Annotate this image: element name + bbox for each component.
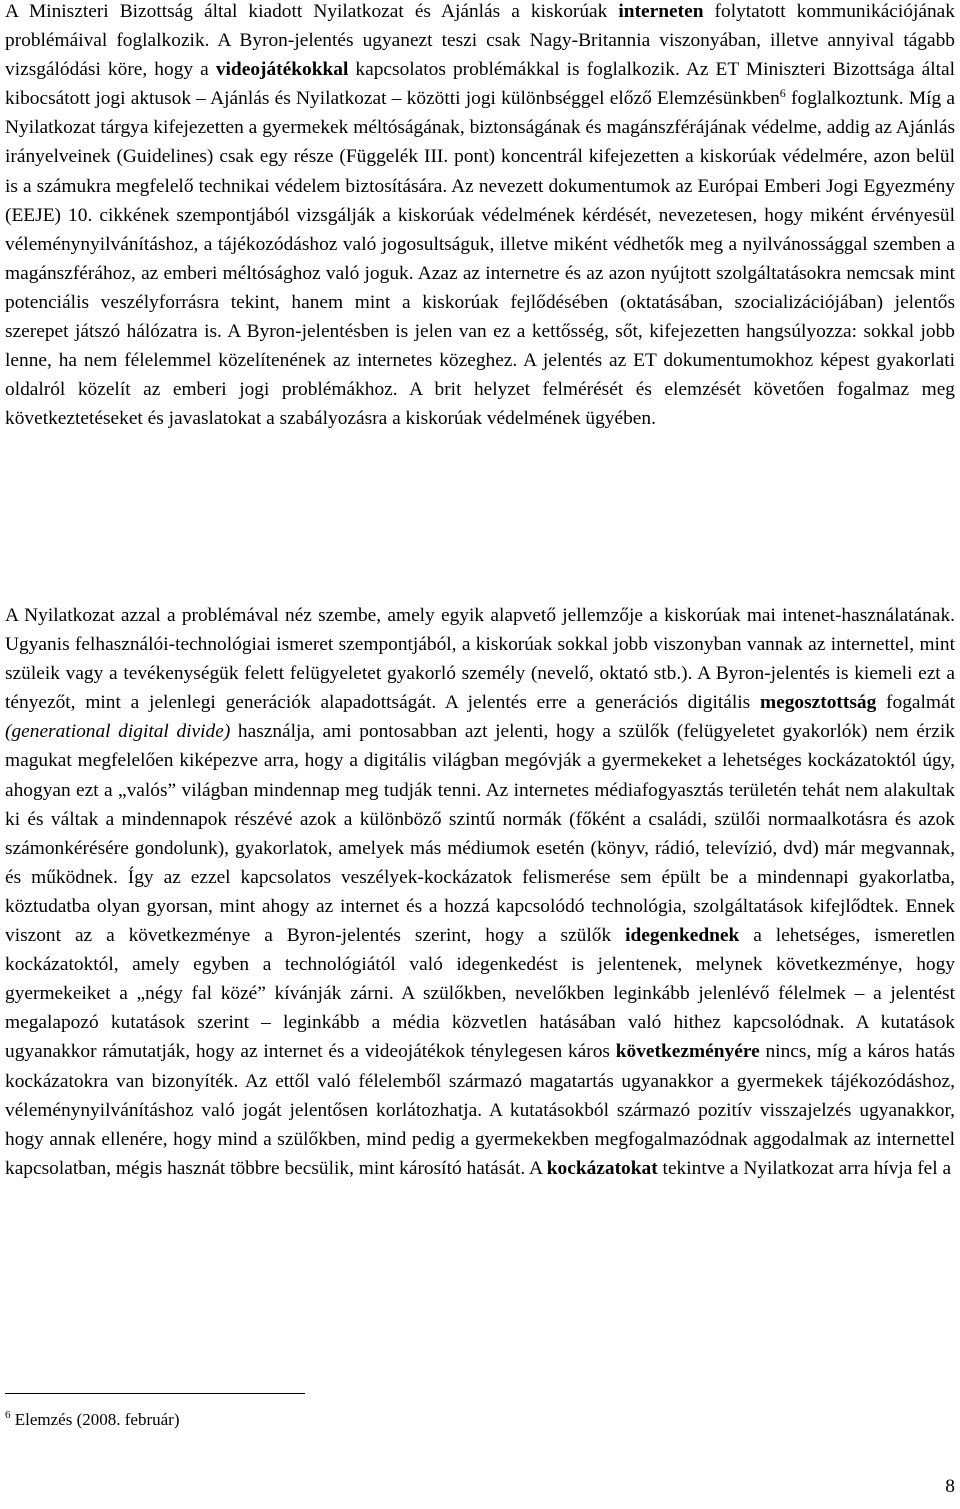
text-run: használja, ami pontosabban azt jelenti, hogy a szülők (felügyeletet gyakorlók) nem érzik magukat megfelelően kiképezve arra, hogy a digitális világban megóvják a gyermekeket a lehetséges kockázatoktól úgy, ahogyan ezt a „valós” világban mindennap meg tudják tenni. Az internetes médiafogyasztás területén tehát nem alakultak ki és váltak a mindennapok részévé azok a különböző szintű normák (főként a családi, szülői normaalkotásra és azok számonkérésére gondolunk), gyakorlatok, amelyek más médiumok esetén (könyv, rádió, televízió, dvd) már megvannak, és működnek. Így az ezzel kapcsolatos veszélyek-kockázatok felismerése sem épült be a mindennapi gyakorlatba, köztudatba olyan gyorsan, mint ahogy az internet és a hozzá kapcsolódó technológia, szolgáltatások kifejlődtek. Ennek viszont az a következménye a Byron-jelentés szerint, hogy a szülők: [5, 721, 955, 947]
text-run: tekintve a Nyilatkozat arra hívja fel a: [657, 1157, 952, 1179]
text-run: A Nyilatkozat azzal a problémával néz szembe, amely egyik alapvető jellemzője a kiskorúak mai intenet-használatának. Ugyanis felhasználói-technológiai ismeret szempontjából, a kiskorúak sokkal jobb viszonyban vannak az internettel, mint szüleik vagy a tevékenységük felett felügyeletet gyakorló személy (nevelő, oktató stb.). A Byron-jelentés is kiemeli ezt a tényezőt, mint a jelenlegi generációk alapadottságát. A jelentés erre a generációs digitális: [5, 605, 955, 714]
emphasis-internet: interneten: [618, 1, 704, 22]
text-run: folytatott kommunikációjának problémáival foglalkozik. A Byron-jelentés ugyanezt teszi csak Nagy-Britannia viszonyában, illetve annyival tágabb vizsgálódási köre, hogy a: [5, 1, 955, 81]
text-run: nincs, míg a káros hatás kockázatokra van bizonyíték. Az ettől való félelemből származó magatartás ugyanakkor a gyermekek tájékozódáshoz, véleménynyilvánításhoz való jogát jelentősen korlátozhatja. A kutatásokból származó pozitív visszajelzés ugyanakkor, hogy annak ellenére, hogy mind a szülőkben, mind pedig a gyermekekben megfogalmazódnak aggodalmak az internettel kapcsolatban, mégis hasznát többre becsülik, mint károsító hatását. A: [5, 1041, 955, 1179]
emphasis-averse: idegenkednek: [625, 925, 740, 947]
footnote-number: 6: [5, 1409, 11, 1421]
footnote-reference[interactable]: 6: [779, 86, 786, 101]
footnote: [5, 1410, 179, 1430]
emphasis-consequence: következményére: [615, 1041, 760, 1063]
emphasis-generational-digital-divide: (generational digital divide): [5, 721, 231, 743]
text-run: fogalmát: [876, 692, 955, 714]
footnote-text: Elemzés (2008. február): [10, 1410, 180, 1429]
text-run: foglalkoztunk. Míg a Nyilatkozat tárgya kifejezetten a gyermekek méltóságának, biztonságának és magánszférájának védelme, addig az Ajánlás irányelveinek (Guidelines) csak egy része (Függelék III. pont) koncentrál kifejezetten a kiskorúak védelmére, azon belül is a számukra megfelelő technikai védelem biztosítására. Az nevezett dokumentumok az Európai Emberi Jogi Egyezmény (EEJE) 10. cikkének szempontjából vizsgálják a kiskorúak védelmének kérdését, nevezetesen, hogy miként érvényesül véleménynyilvánításhoz, a tájékozódáshoz való jogosultságuk, illetve miként védhetők meg a nyilvánossággal szemben a magánszférához, az emberi méltósághoz való joguk. Azaz az internetre és az azon nyújtott szolgáltatásokra nemcsak mint potenciális veszélyforrásra tekint, hanem mint a kiskorúak fejlődésében (oktatásában, szocializációjában) jelentős szerepet játszó hálózatra is. A Byron-jelentésben is jelen van ez a kettősség, sőt, kifejezetten hangsúlyozza: sokkal jobb lenne, ha nem félelemmel közelítenének az internetes közeghez. A jelentés az ET dokumentumokhoz képest gyakorlati oldalról közelít az emberi jogi problémákhoz. A brit helyzet felmérését és elemzését követően fogalmaz meg következtetéseket és javaslatokat a szabályozásra a kiskorúak védelmének ügyében.: [5, 88, 955, 430]
emphasis-videogames: videojátékokkal: [215, 59, 349, 81]
emphasis-divide: megosztottság: [759, 692, 877, 714]
text-run: kapcsolatos problémákkal is foglalkozik. Az ET Miniszteri Bizottsága által kibocsátott jogi aktusok – Ajánlás és Nyilatkozat – közötti jogi különbséggel előző Elemzésünkben: [5, 59, 955, 110]
page-number: 8: [945, 1476, 955, 1497]
text-run: a lehetséges, ismeretlen kockázatoktól, amely egyben a technológiától való idegenkedést is jelentenek, melynek következménye, hogy gyermekeiket a „négy fal közé” kívánják zárni. A szülőkben, nevelőkben leginkább jelenlévő félelmek – a jelentést megalapozó kutatások szerint – leginkább a média közvetlen hatásában való hithez kapcsolódnak. A kutatások ugyanakkor rámutatják, hogy az internet és a videojátékok ténylegesen káros: [5, 925, 955, 1063]
emphasis-risks: kockázatokat: [546, 1157, 658, 1179]
text-run: A Miniszteri Bizottság által kiadott Nyilatkozat és Ajánlás a kiskorúak: [5, 1, 619, 22]
footnote-separator: [5, 1393, 305, 1394]
paragraph-declaration: [5, 601, 955, 1183]
paragraph-intro: [5, 0, 955, 433]
